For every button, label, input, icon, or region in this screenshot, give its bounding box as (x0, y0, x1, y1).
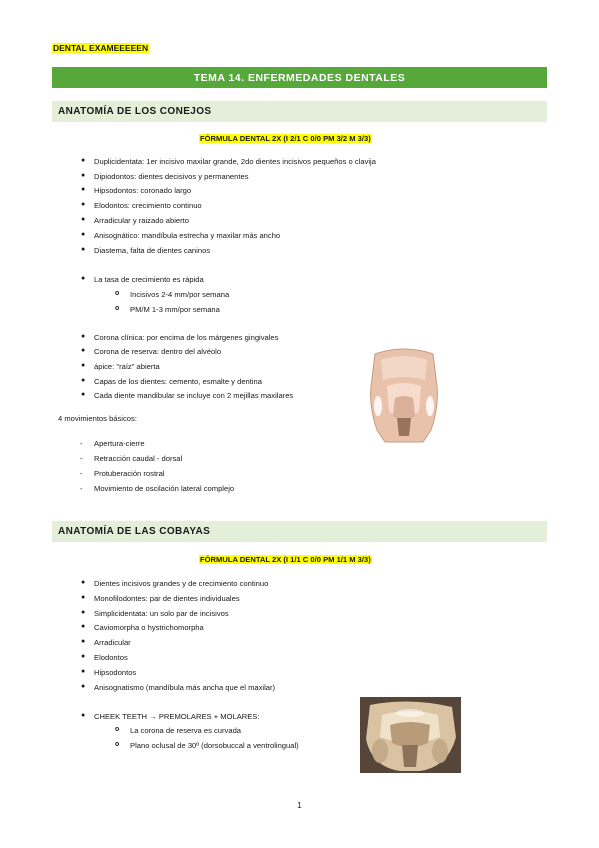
list-item: Diastema, falta de dientes caninos (94, 246, 211, 255)
bullet-icon: ● (81, 668, 86, 675)
page-number: 1 (297, 801, 302, 810)
sub-list-item: PM/M 1-3 mm/por semana (130, 305, 220, 314)
dental-formula-guinea-pigs: FÓRMULA DENTAL 2X (I 1/1 C 0/0 PM 1/1 M 3/3) (200, 555, 371, 564)
bullet-icon: ● (81, 579, 86, 586)
bullet-icon: ● (81, 638, 86, 645)
list-item: Hipsodontos (94, 668, 137, 677)
bullet-icon: ● (81, 231, 86, 238)
list-item: Arradicular y raizado abierto (94, 216, 189, 225)
list-item: Corona de reserva: dentro del alvéolo (94, 347, 222, 356)
bullet-icon: ● (81, 377, 86, 384)
bullet-icon: ● (81, 333, 86, 340)
list-item: Dientes incisivos grandes y de crecimiento continuo (94, 579, 269, 588)
bullet-icon: ● (81, 347, 86, 354)
document-label: DENTAL EXAMEEEEEN (53, 43, 149, 53)
bullet-icon: ● (81, 201, 86, 208)
list-item: Elodontos (94, 653, 128, 662)
list-item: Retracción caudal - dorsal (94, 454, 183, 463)
sub-list-item: Incisivos 2-4 mm/por semana (130, 290, 230, 299)
list-item: Capas de los dientes: cemento, esmalte y dentina (94, 377, 263, 386)
bullet-icon: ● (81, 623, 86, 630)
sub-bullet-icon: o (115, 741, 120, 748)
list-item: CHEEK TEETH → PREMOLARES + MOLARES: (94, 712, 260, 721)
list-item: Dipiodontos: dientes decisivos y permanentes (94, 172, 249, 181)
list-item: Anisognatismo (mandíbula más ancha que el maxilar) (94, 683, 276, 692)
list-item: Apertura-cierre (94, 439, 145, 448)
bullet-icon: ● (81, 653, 86, 660)
bullet-icon: ● (81, 172, 86, 179)
bullet-icon: ● (81, 157, 86, 164)
dash-marker: - (80, 484, 83, 493)
movements-intro: 4 movimientos básicos: (58, 414, 137, 423)
list-item: Arradicular (94, 638, 131, 647)
bullet-icon: ● (81, 275, 86, 282)
guinea-pig-skull-photo (360, 697, 461, 773)
section-heading-rabbits: ANATOMÍA DE LOS CONEJOS (52, 101, 547, 122)
sub-list-item: Plano oclusal de 30º (dorsobuccal a ventrolingual) (130, 741, 299, 750)
bullet-icon: ● (81, 391, 86, 398)
sub-bullet-icon: o (115, 305, 120, 312)
bullet-icon: ● (81, 594, 86, 601)
bullet-icon: ● (81, 609, 86, 616)
list-item: Monofilodontes: par de dientes individuales (94, 594, 240, 603)
dash-marker: - (80, 454, 83, 463)
list-item: Corona clínica: por encima de los márgenes gingivales (94, 333, 279, 342)
sub-bullet-icon: o (115, 726, 120, 733)
list-item: Protuberación rostral (94, 469, 165, 478)
page-title: TEMA 14. ENFERMEDADES DENTALES (52, 67, 547, 88)
list-item: La tasa de crecimiento es rápida (94, 275, 204, 284)
list-item: Caviomorpha o hystrichomorpha (94, 623, 204, 632)
list-item: ápice: "raíz" abierta (94, 362, 160, 371)
dash-marker: - (80, 469, 83, 478)
dental-formula-rabbits: FÓRMULA DENTAL 2X (I 2/1 C 0/0 PM 3/2 M 3/3) (200, 134, 371, 143)
rabbit-skull-illustration (367, 346, 441, 446)
bullet-icon: ● (81, 186, 86, 193)
sub-list-item: La corona de reserva es curvada (130, 726, 242, 735)
bullet-icon: ● (81, 216, 86, 223)
sub-bullet-icon: o (115, 290, 120, 297)
list-item: Anisognático: mandíbula estrecha y maxilar más ancho (94, 231, 281, 240)
list-item: Duplicidentata: 1er incisivo maxilar grande, 2do dientes incisivos pequeños o clavija (94, 157, 376, 166)
bullet-icon: ● (81, 683, 86, 690)
section-heading-guinea-pigs: ANATOMÍA DE LAS COBAYAS (52, 521, 547, 542)
bullet-icon: ● (81, 712, 86, 719)
bullet-icon: ● (81, 246, 86, 253)
dash-marker: - (80, 439, 83, 448)
bullet-icon: ● (81, 362, 86, 369)
list-item: Elodontos: crecimiento continuo (94, 201, 202, 210)
list-item: Movimiento de oscilación lateral complejo (94, 484, 235, 493)
list-item: Hipsodontos: coronado largo (94, 186, 192, 195)
list-item: Cada diente mandibular se incluye con 2 mejillas maxilares (94, 391, 294, 400)
list-item: Simplicidentata: un solo par de incisivos (94, 609, 229, 618)
